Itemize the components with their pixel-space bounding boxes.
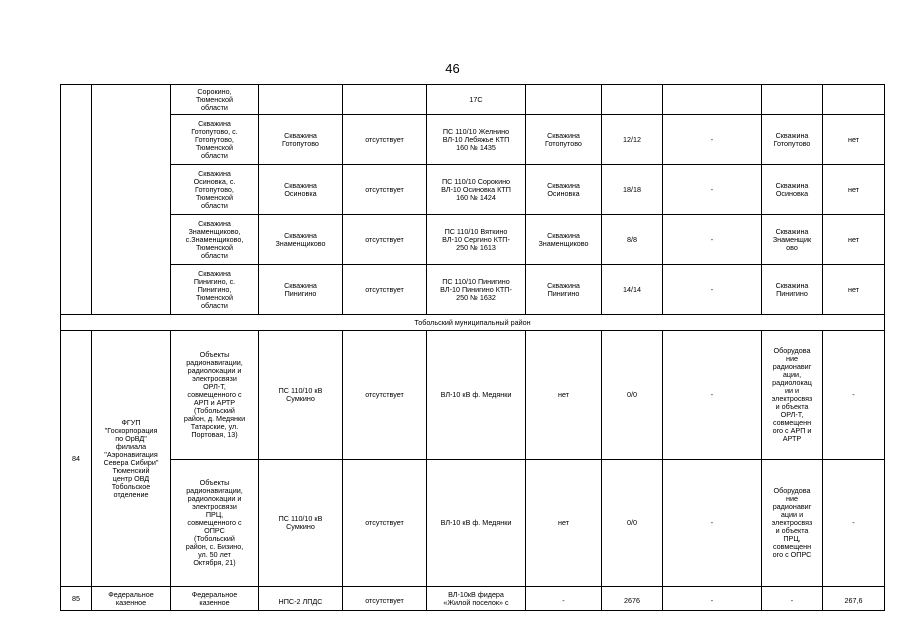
ps-cell: 17С <box>427 85 526 115</box>
object2-cell: Оборудова ние радионавиг ации, радиолокац ии и электросвяз и объекта ОРЛ-Т, совмещенн ого с АРП и АРТР <box>762 331 823 460</box>
status-cell: отсутствует <box>343 460 427 587</box>
object-cell: Скважина Готопутово <box>526 115 602 165</box>
ps-cell: ПС 110/10 Вяткино ВЛ-10 Сергино КТП- 250 № 1613 <box>427 215 526 265</box>
num-cell: 84 <box>61 331 92 587</box>
status-cell: отсутствует <box>343 331 427 460</box>
ps-cell: ВЛ-10 кВ ф. Медянки <box>427 460 526 587</box>
object-cell: нет <box>526 331 602 460</box>
last-cell: нет <box>823 165 885 215</box>
status-cell: отсутствует <box>343 165 427 215</box>
location-cell: Скважина Пинигино, с. Пинигино, Тюменской области <box>171 265 259 315</box>
object-cell: Скважина Знаменщиково <box>526 215 602 265</box>
last-cell: нет <box>823 115 885 165</box>
dash-cell: - <box>663 215 762 265</box>
object2-cell: Скважина Осиновка <box>762 165 823 215</box>
table-row <box>61 85 885 115</box>
table-row <box>61 331 885 460</box>
last-cell: нет <box>823 265 885 315</box>
name-cell: Скважина Готопутово <box>259 115 343 165</box>
power-cell: 12/12 <box>602 115 663 165</box>
num-cell: 85 <box>61 587 92 611</box>
power-cell: 0/0 <box>602 331 663 460</box>
dash-cell: - <box>663 587 762 611</box>
status-cell: отсутствует <box>343 215 427 265</box>
ps-cell: ВЛ-10кВ фидера «Жилой поселок» с <box>427 587 526 611</box>
org-cell: Федеральное казенное <box>92 587 171 611</box>
name-cell <box>259 85 343 115</box>
location-cell: Скважина Знаменщиково, с.Знаменщиково, Тюменской области <box>171 215 259 265</box>
power-cell: 18/18 <box>602 165 663 215</box>
object-cell: - <box>526 587 602 611</box>
location-cell: Федеральное казенное <box>171 587 259 611</box>
last-cell: нет <box>823 215 885 265</box>
table-row <box>61 115 885 165</box>
name-cell: НПС-2 ЛПДС <box>259 587 343 611</box>
power-cell: 14/14 <box>602 265 663 315</box>
name-cell: Скважина Знаменщиково <box>259 215 343 265</box>
location-cell: Сорокино, Тюменской области <box>171 85 259 115</box>
object2-cell: Скважина Знаменщик ово <box>762 215 823 265</box>
table-row <box>61 215 885 265</box>
org-cell <box>92 85 171 315</box>
dash-cell: - <box>663 265 762 315</box>
location-cell: Скважина Готопутово, с. Готопутово, Тюменской области <box>171 115 259 165</box>
object2-cell: - <box>762 587 823 611</box>
name-cell: ПС 110/10 кВ Сумкино <box>259 331 343 460</box>
ps-cell: ПС 110/10 Сорокино ВЛ-10 Осиновка КТП 160 № 1424 <box>427 165 526 215</box>
status-cell: отсутствует <box>343 587 427 611</box>
power-cell: 0/0 <box>602 460 663 587</box>
location-cell: Объекты радионавигации, радиолокации и электросвязи ПРЦ, совмещенного с ОПРС (Тобольский район, с. Бизино, ул. 50 лет Октября, 21) <box>171 460 259 587</box>
last-cell: - <box>823 460 885 587</box>
location-cell: Объекты радионавигации, радиолокации и электросвязи ОРЛ-Т, совмещенного с АРП и АРТР (Тобольский район, д. Медянки Татарские, ул. Портовая, 13) <box>171 331 259 460</box>
table-row <box>61 265 885 315</box>
object2-cell: Скважина Готопутово <box>762 115 823 165</box>
object-cell: нет <box>526 460 602 587</box>
dash-cell: - <box>663 460 762 587</box>
object2-cell: Оборудова ние радионавиг ации и электросвяз и объекта ПРЦ, совмещенн ого с ОПРС <box>762 460 823 587</box>
name-cell: ПС 110/10 кВ Сумкино <box>259 460 343 587</box>
last-cell: 267,6 <box>823 587 885 611</box>
section-header-row <box>61 315 885 331</box>
last-cell: - <box>823 331 885 460</box>
power-cell: 2676 <box>602 587 663 611</box>
dash-cell: - <box>663 115 762 165</box>
power-cell: 8/8 <box>602 215 663 265</box>
district-header: Тобольский муниципальный район <box>61 315 885 331</box>
status-cell: отсутствует <box>343 265 427 315</box>
dash-cell: - <box>663 165 762 215</box>
dash-cell: - <box>663 331 762 460</box>
object-cell: Скважина Осиновка <box>526 165 602 215</box>
status-cell <box>343 85 427 115</box>
status-cell: отсутствует <box>343 115 427 165</box>
num-cell <box>61 85 92 315</box>
location-cell: Скважина Осиновка, с. Готопутово, Тюменской области <box>171 165 259 215</box>
page-number: 46 <box>445 61 460 76</box>
ps-cell: ПС 110/10 Пинигино ВЛ-10 Пинигино КТП- 250 № 1632 <box>427 265 526 315</box>
ps-cell: ПС 110/10 Желнино ВЛ-10 Лебяжье КТП 160 № 1435 <box>427 115 526 165</box>
ps-cell: ВЛ-10 кВ ф. Медянки <box>427 331 526 460</box>
name-cell: Скважина Осиновка <box>259 165 343 215</box>
object-cell: Скважина Пинигино <box>526 265 602 315</box>
table-row <box>61 587 885 611</box>
org-cell: ФГУП "Госкорпорация по ОрВД" филиала "Аэронавигация Севера Сибири" Тюменский центр ОВД Тобольское отделение <box>92 331 171 587</box>
table-row <box>61 460 885 587</box>
object2-cell: Скважина Пинигино <box>762 265 823 315</box>
data-table <box>60 84 885 611</box>
name-cell: Скважина Пинигино <box>259 265 343 315</box>
table-row <box>61 165 885 215</box>
